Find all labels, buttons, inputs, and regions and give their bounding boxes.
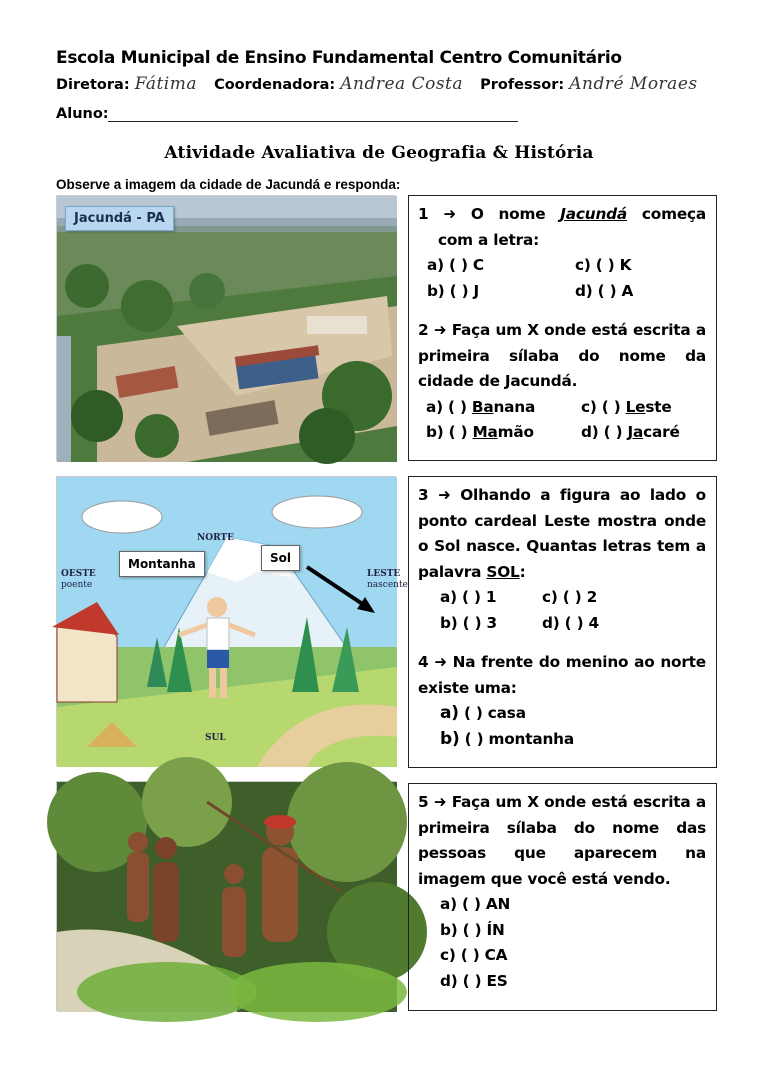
arrow-right-icon: ➜ — [438, 486, 451, 504]
q5-option-b[interactable]: b) ( ) ÍN — [440, 920, 505, 939]
director-label: Diretora: — [56, 77, 130, 93]
school-name: Escola Municipal de Ensino Fundamental Centro Comunitário — [56, 48, 622, 68]
instruction-text: Observe a imagem da cidade de Jacundá e responda: — [56, 177, 401, 192]
arrow-right-icon: ➜ — [443, 205, 456, 223]
question-box-2 — [408, 476, 717, 768]
city-aerial-image — [56, 195, 396, 461]
student-name-line[interactable] — [108, 121, 518, 122]
arrow-right-icon: ➜ — [434, 653, 447, 671]
question-3: 3 ➜ Olhando a figura ao lado o ponto cardeal Leste mostra onde o Sol nasce. Quantas letras tem a palavra SOL: a) ( ) 1 c) ( ) 2 b) ( ) 3 d) ( ) 4 — [418, 483, 706, 636]
staff-line — [56, 74, 710, 94]
question-box-3 — [408, 783, 717, 1011]
q5-option-c[interactable]: c) ( ) CA — [440, 946, 508, 964]
q4-option-a[interactable]: a) ( ) casa — [440, 703, 526, 723]
north-label: NORTE — [197, 533, 234, 543]
question-1: 1 ➜ O nome Jacundá começa com a letra: a) ( ) C c) ( ) K b) ( ) J d) ( ) A — [418, 202, 706, 304]
city-label: Jacundá - PA — [65, 206, 174, 231]
q2-option-c[interactable]: c) ( ) Leste — [581, 397, 672, 416]
question-4: 4 ➜ Na frente do menino ao norte existe uma: a) ( ) casa b) ( ) montanha — [418, 650, 706, 752]
teacher-label: Professor: — [480, 77, 565, 93]
q3-option-a[interactable]: a) ( ) 1 — [440, 588, 497, 606]
q3-option-d[interactable]: d) ( ) 4 — [542, 613, 599, 632]
sun-label: Sol — [261, 545, 300, 571]
student-label: Aluno: — [56, 106, 109, 122]
question-box-1 — [408, 195, 717, 461]
coordinator-label: Coordenadora: — [214, 77, 336, 93]
west-label: OESTE poente — [61, 569, 96, 590]
east-label: LESTE nascente — [367, 569, 408, 590]
q1-option-d[interactable]: d) ( ) A — [575, 281, 634, 300]
q1-option-a[interactable]: a) ( ) C — [427, 256, 484, 274]
q4-option-b[interactable]: b) ( ) montanha — [440, 728, 574, 749]
arrow-right-icon: ➜ — [433, 793, 447, 811]
q2-option-a[interactable]: a) ( ) Banana — [426, 397, 536, 416]
mountain-label: Montanha — [119, 551, 205, 577]
q5-option-d[interactable]: d) ( ) ES — [440, 971, 508, 990]
teacher-name: André Moraes — [569, 74, 698, 94]
indigenous-people-image — [56, 781, 396, 1011]
arrow-right-icon: ➜ — [433, 321, 447, 339]
question-2: 2 ➜ Faça um X onde está escrita a primeira sílaba do nome da cidade de Jacundá. a) ( ) Banana c) ( ) Leste b) ( ) Mamão d) ( ) Jacaré — [418, 318, 706, 446]
coordinator-name: Andrea Costa — [340, 74, 464, 94]
q3-option-c[interactable]: c) ( ) 2 — [542, 588, 598, 606]
south-label: SUL — [205, 733, 226, 743]
cardinal-points-image — [56, 476, 408, 766]
q3-option-b[interactable]: b) ( ) 3 — [440, 613, 497, 632]
question-5: 5 ➜ Faça um X onde está escrita a primeira sílaba do nome das pessoas que aparecem na imagem que você está vendo. a) ( ) AN b) ( ) ÍN c) ( ) CA d) ( ) ES — [418, 790, 706, 994]
q2-option-b[interactable]: b) ( ) Mamão — [426, 423, 534, 441]
q1-option-c[interactable]: c) ( ) K — [575, 256, 632, 274]
q1-option-b[interactable]: b) ( ) J — [427, 281, 479, 300]
q2-option-d[interactable]: d) ( ) Jacaré — [581, 423, 680, 441]
director-name: Fátima — [134, 74, 197, 94]
page-title: Atividade Avaliativa de Geografia & História — [164, 143, 594, 163]
q5-option-a[interactable]: a) ( ) AN — [440, 895, 511, 913]
